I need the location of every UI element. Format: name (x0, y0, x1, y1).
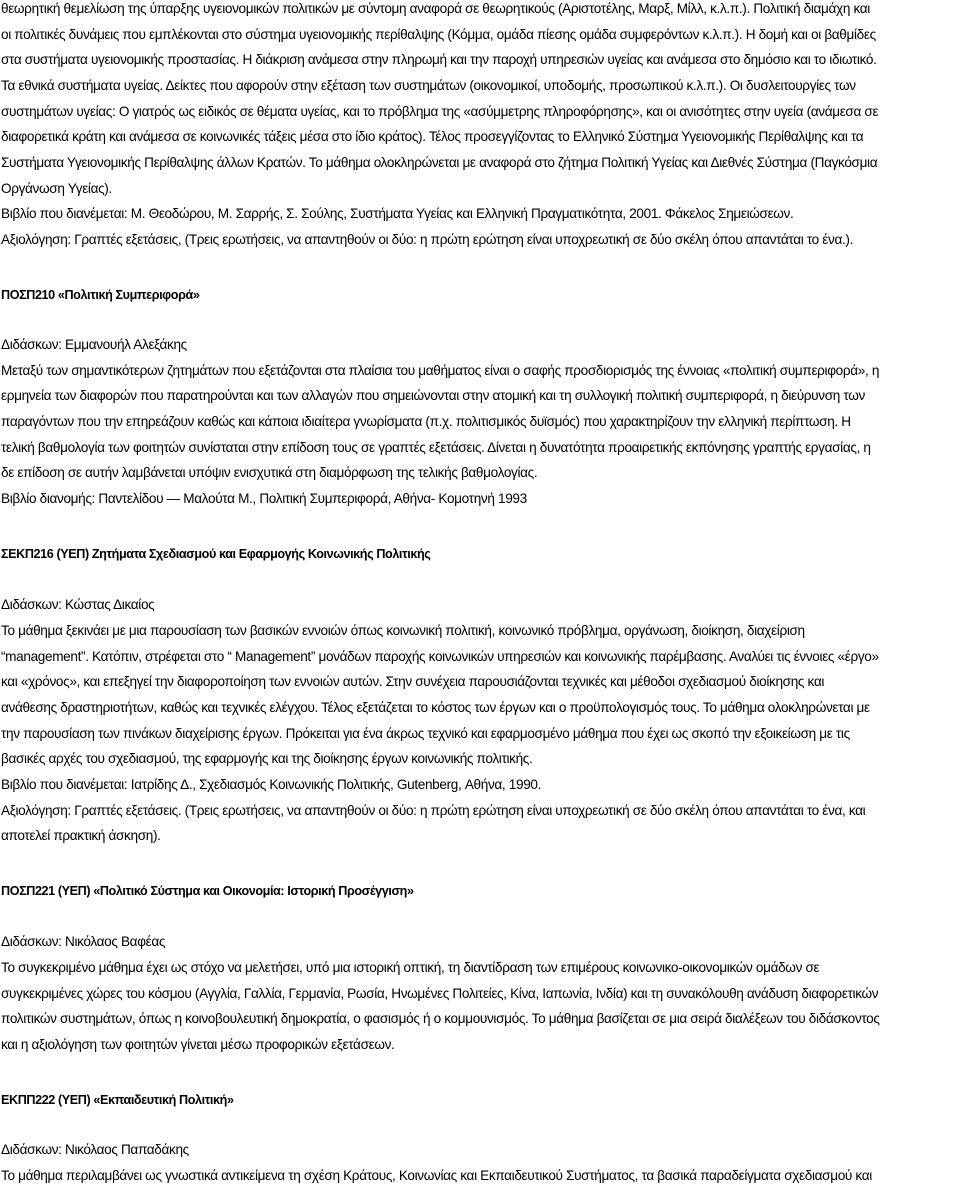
text-line: αποτελεί πρακτική άσκηση). (1, 828, 161, 843)
text-line: Τα εθνικά συστήματα υγείας. Δείκτες που αφορούν στην εξέταση των συστημάτων (οικονομικοί, υποδομής, προσωπικού κ.λ.π.). Οι δυσλειτουργίες των (1, 78, 856, 93)
text-line: Βιβλίο που διανέμεται: Μ. Θεοδώρου, Μ. Σαρρής, Σ. Σούλης, Συστήματα Υγείας και Ελληνική Πραγματικότητα, 2001. Φάκελος Σημειώσεων. (1, 206, 794, 221)
text-line: θεωρητική θεμελίωση της ύπαρξης υγειονομικών πολιτικών με σύντομη αναφορά σε θεωρητικούς (Αριστοτέλης, Μαρξ, Μίλλ, κ.λ.π.). Πολιτική διαμάχη και (1, 1, 870, 16)
text-line: και η αξιολόγηση των φοιτητών γίνεται μέσω προφορικών εξετάσεων. (1, 1037, 395, 1052)
text-line: Το συγκεκριμένο μάθημα έχει ως στόχο να μελετήσει, υπό μια ιστορική οπτική, τη διαντίδραση των επιμέρους κοινωνικο-οικονομικών ομάδων σε (1, 960, 820, 975)
course-heading: ΠΟΣΠ210 «Πολιτική Συμπεριφορά» (1, 288, 200, 302)
text-line: διαφορετικά κράτη και ανάμεσα σε κοινωνικές τάξεις μέσα στο ίδιο κράτος). Τέλος προσεγγίζοντας το Ελληνικό Σύστημα Υγειονομικής Περίθαλψης και τα (1, 129, 864, 144)
text-line: πολιτικών συστημάτων, όπως η κοινοβουλευτική δημοκρατία, ο φασισμός ή ο κομμουνισμός. Το μάθημα βασίζεται σε μια σειρά διαλέξεων του διδάσκοντος (1, 1011, 880, 1026)
text-line: Διδάσκων: Νικόλαος Βαφέας (1, 934, 166, 949)
text-line: παραγόντων που την επηρεάζουν καθώς και κάποια ιδιαίτερα γνωρίσματα (π.χ. πολιτισμικός δυϊσμός) που χαρακτηρίζουν την ελληνική περίπτωση. Η (1, 414, 851, 429)
text-line: Μεταξύ των σημαντικότερων ζητημάτων που εξετάζονται στα πλαίσια του μαθήματος είναι ο σαφής προσδιορισμός της έννοιας «πολιτική συμπεριφορά», η (1, 363, 880, 378)
text-line: Διδάσκων: Εμμανουήλ Αλεξάκης (1, 337, 187, 352)
text-line: την παρουσίαση των πινάκων διαχείρισης έργων. Πρόκειται για ένα άκρως τεχνικό και εφαρμοσμένο μάθημα που έχει ως σκοπό την εξοικείωση με τις (1, 726, 850, 741)
text-line: Οργάνωση Υγείας). (1, 181, 112, 196)
text-line: Το μάθημα περιλαμβάνει ως γνωστικά αντικείμενα τη σχέση Κράτους, Κοινωνίας και Εκπαιδευτικού Συστήματος, τα βασικά παραδείγματα σχεδιασμού και (1, 1168, 872, 1183)
course-heading: ΕΚΠΠ222 (ΥΕΠ) «Εκπαιδευτική Πολιτική» (1, 1093, 234, 1107)
text-line: “management”. Κατόπιν, στρέφεται στο “ Management” μονάδων παροχής κοινωνικών υπηρεσιών και κοινωνικής παρέμβασης. Αναλύει τις έννοιες «έργο» (1, 649, 879, 664)
text-line: Διδάσκων: Κώστας Δικαίος (1, 597, 155, 612)
text-line: βασικές αρχές του σχεδιασμού, της εφαρμογής και της διοίκησης έργων κοινωνικής πολιτικής. (1, 751, 533, 766)
text-line: ερμηνεία των διαφορών που παρατηρούνται και των αλλαγών που σημειώνονται στην ατομική και τη συλλογική πολιτική συμπεριφορά, η διεύρυνση των (1, 388, 865, 403)
text-line: Βιβλίο διανομής: Παντελίδου — Μαλούτα Μ., Πολιτική Συμπεριφορά, Αθήνα- Κομοτηνή 1993 (1, 491, 527, 506)
text-line: δε επίδοση σε αυτήν λαμβάνεται υπόψιν ενισχυτικά στη διαμόρφωση της τελικής βαθμολογίας. (1, 465, 538, 480)
text-line: ανάθεσης δραστηριοτήτων, καθώς και τεχνικές ελέγχου. Τέλος εξετάζεται το κόστος των έργων και ο προϋπολογισμός τους. Το μάθημα ολοκληρώνεται με (1, 700, 870, 715)
text-line: συγκεκριμένες χώρες του κόσμου (Αγγλία, Γαλλία, Γερμανία, Ρωσία, Ηνωμένες Πολιτείες, Κίνα, Ιαπωνία, Ινδία) και τη συνακόλουθη ανάδυση διαφορετικών (1, 986, 879, 1001)
text-line: Αξιολόγηση: Γραπτές εξετάσεις. (Τρεις ερωτήσεις, να απαντηθούν οι δύο: η πρώτη ερώτηση είναι υποχρεωτική σε δύο σκέλη όπου απαντάται το ένα, και (1, 803, 866, 818)
text-line: και «χρόνος», και επεξηγεί την διαφοροποίηση των εννοιών αυτών. Στην συνέχεια παρουσιάζονται τεχνικές και μέθοδοι σχεδιασμού διοίκησης και (1, 674, 825, 689)
text-line: στα συστήματα υγειονομικής προστασίας. Η διάκριση ανάμεσα στην πληρωμή και την παροχή υπηρεσιών υγείας και ανάμεσα στο δημόσιο και το ιδιωτικό. (1, 52, 877, 67)
text-line: συστημάτων υγείας: Ο γιατρός ως ειδικός σε θέματα υγείας, και το πρόβλημα της «ασύμμετρης πληροφόρησης», και οι ανισότητες στην υγεία (ανάμεσα σε (1, 104, 879, 119)
text-line: Βιβλίο που διανέμεται: Ιατρίδης Δ., Σχεδιασμός Κοινωνικής Πολιτικής, Gutenberg, Αθήνα, 1990. (1, 777, 542, 792)
text-line: τελική βαθμολογία των φοιτητών συνίσταται στην επίδοση τους σε γραπτές εξετάσεις. Δίνεται η δυνατότητα προαιρετικής εκπόνησης γραπτής εργασίας, η (1, 440, 871, 455)
text-line: οι πολιτικές δυνάμεις που εμπλέκονται στο σύστημα υγειονομικής περίθαλψης (Κόμμα, ομάδα πίεσης ομάδα συμφερόντων κ.λ.π.). Η δομή και οι βαθμίδες (1, 27, 876, 42)
course-heading: ΠΟΣΠ221 (ΥΕΠ) «Πολιτικό Σύστημα και Οικονομία: Ιστορική Προσέγγιση» (1, 884, 414, 898)
course-heading: ΣΕΚΠ216 (ΥΕΠ) Ζητήματα Σχεδιασμού και Εφαρμογής Κοινωνικής Πολιτικής (1, 547, 431, 561)
text-line: Διδάσκων: Νικόλαος Παπαδάκης (1, 1142, 189, 1157)
text-line: Το μάθημα ξεκινάει με μια παρουσίαση των βασικών εννοιών όπως κοινωνική πολιτική, κοινωνικό πρόβλημα, οργάνωση, διοίκηση, διαχείριση (1, 623, 805, 638)
text-line: Συστήματα Υγειονομικής Περίθαλψης άλλων Κρατών. Το μάθημα ολοκληρώνεται με αναφορά στο ζήτημα Πολιτική Υγείας και Διεθνές Σύστημα (Παγκόσμια (1, 155, 878, 170)
text-line: Αξιολόγηση: Γραπτές εξετάσεις, (Τρεις ερωτήσεις, να απαντηθούν οι δύο: η πρώτη ερώτηση είναι υποχρεωτική σε δύο σκέλη όπου απαντάται το ένα.). (1, 232, 853, 247)
